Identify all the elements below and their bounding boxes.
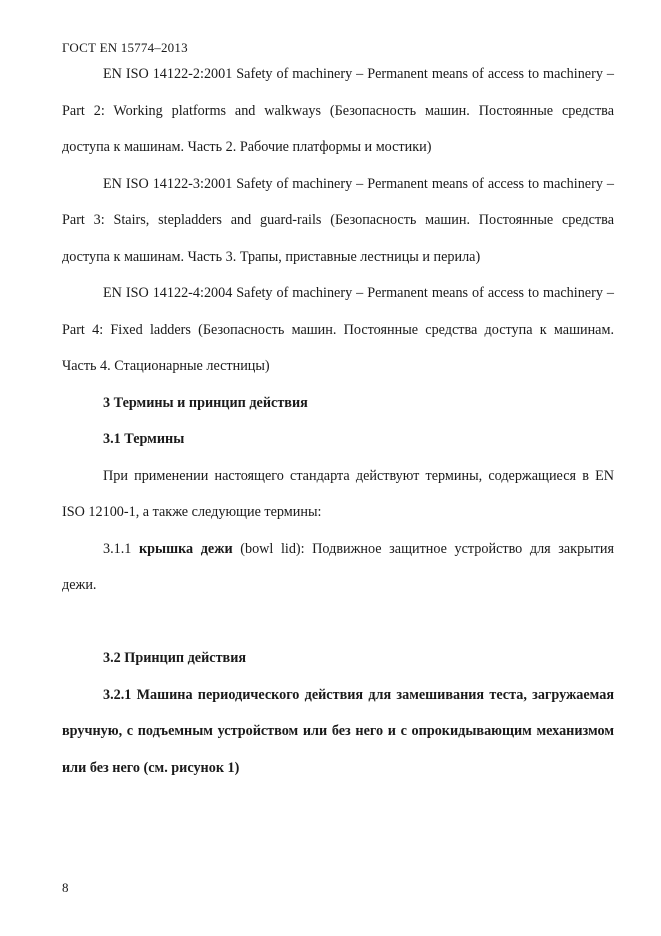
- section-3-heading: 3 Термины и принцип действия: [103, 394, 308, 411]
- term-3-1-1-definition: (bowl lid): Подвижное защитное устройство для закрытия дежи.: [62, 540, 615, 593]
- page-number: 8: [62, 880, 69, 895]
- section-3-2-1-paragraph: 3.2.1 Машина периодического действия для замешивания теста, загружаемая вручную, с подъемным устройством или без него и с опрокидывающим механизмом или без него (см. рисунок 1): [62, 686, 614, 776]
- term-3-1-1-term: крышка дежи: [138, 540, 233, 557]
- page-body: [62, 56, 614, 786]
- page-header-standard: ГОСТ EN 15774–2013: [62, 40, 188, 55]
- term-3-1-1-number: 3.1.1: [103, 540, 139, 557]
- reference-en-iso-14122-4: EN ISO 14122-4:2004 Safety of machinery – Permanent means of access to machinery – Part 4: Fixed ladders (Безопасность машин. Постоянные средства доступа к машинам. Часть 4. Стационарные лестницы): [62, 285, 614, 374]
- section-3-1-intro: При применении настоящего стандарта действуют термины, содержащиеся в EN ISO 12100-1, а также следующие термины:: [62, 467, 614, 520]
- blank-line: [62, 604, 614, 641]
- section-3-1-heading: 3.1 Термины: [103, 431, 185, 447]
- reference-en-iso-14122-2: EN ISO 14122-2:2001 Safety of machinery – Permanent means of access to machinery – Part 2: Working platforms and walkways (Безопасность машин. Постоянные средства доступа к машинам. Часть 2. Рабочие платформы и мостики): [62, 66, 614, 155]
- section-3-2-heading: 3.2 Принцип действия: [103, 650, 247, 666]
- reference-en-iso-14122-3: EN ISO 14122-3:2001 Safety of machinery – Permanent means of access to machinery – Part 3: Stairs, stepladders and guard-rails (Безопасность машин. Постоянные средства доступа к машинам. Часть 3. Трапы, приставные лестницы и перила): [62, 175, 614, 265]
- term-3-1-1: [62, 531, 614, 604]
